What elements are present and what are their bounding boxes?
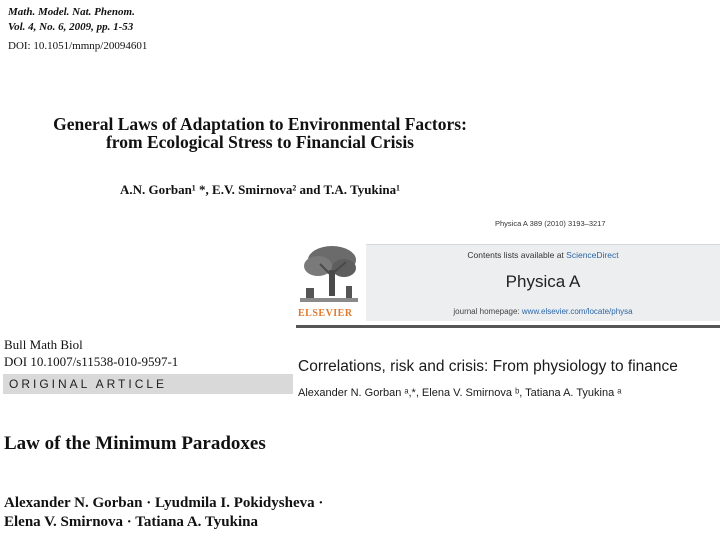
journal-banner bbox=[366, 244, 720, 321]
paper3-journal: Bull Math Biol bbox=[4, 337, 83, 352]
homepage-line bbox=[366, 307, 720, 316]
contents-line bbox=[366, 250, 720, 260]
paper2-title: Correlations, risk and crisis: From physiology to finance bbox=[298, 358, 678, 375]
paper1-title-line2: from Ecological Stress to Financial Crisis bbox=[105, 132, 414, 152]
paper3-authors-line1: Alexander N. Gorban · Lyudmila I. Pokidysheva · bbox=[4, 495, 324, 511]
paper3-title: Law of the Minimum Paradoxes bbox=[4, 433, 266, 454]
header-divider bbox=[296, 325, 720, 328]
paper1-doi: DOI: 10.1051/mmnp/20094601 bbox=[8, 40, 148, 52]
paper3-authors-line2: Elena V. Smirnova · Tatiana A. Tyukina bbox=[4, 514, 258, 530]
paper2-journal-header bbox=[296, 242, 720, 322]
paper2-citation: Physica A 389 (2010) 3193–3217 bbox=[495, 219, 606, 228]
paper1-authors: A.N. Gorban¹ *, E.V. Smirnova² and T.A. Tyukina¹ bbox=[120, 182, 400, 197]
paper1-volume: Vol. 4, No. 6, 2009, pp. 1-53 bbox=[8, 21, 134, 33]
paper1-title-line1: General Laws of Adaptation to Environmental Factors: bbox=[53, 114, 467, 134]
homepage-prefix: journal homepage: bbox=[453, 307, 522, 316]
journal-name: Physica A bbox=[505, 272, 581, 291]
article-type-label: ORIGINAL ARTICLE bbox=[9, 377, 168, 391]
paper2-authors: Alexander N. Gorban ᵃ,*, Elena V. Smirnova ᵇ, Tatiana A. Tyukina ᵃ bbox=[298, 387, 622, 399]
elsevier-tree-icon bbox=[296, 242, 362, 308]
journal-homepage-link[interactable]: www.elsevier.com/locate/physa bbox=[521, 307, 633, 316]
elsevier-logo bbox=[296, 242, 362, 322]
contents-prefix: Contents lists available at bbox=[467, 250, 567, 260]
paper3-doi: DOI 10.1007/s11538-010-9597-1 bbox=[4, 354, 179, 369]
paper1-journal: Math. Model. Nat. Phenom. bbox=[8, 6, 135, 18]
elsevier-wordmark: ELSEVIER bbox=[298, 308, 353, 319]
sciencedirect-link[interactable]: ScienceDirect bbox=[566, 250, 619, 260]
